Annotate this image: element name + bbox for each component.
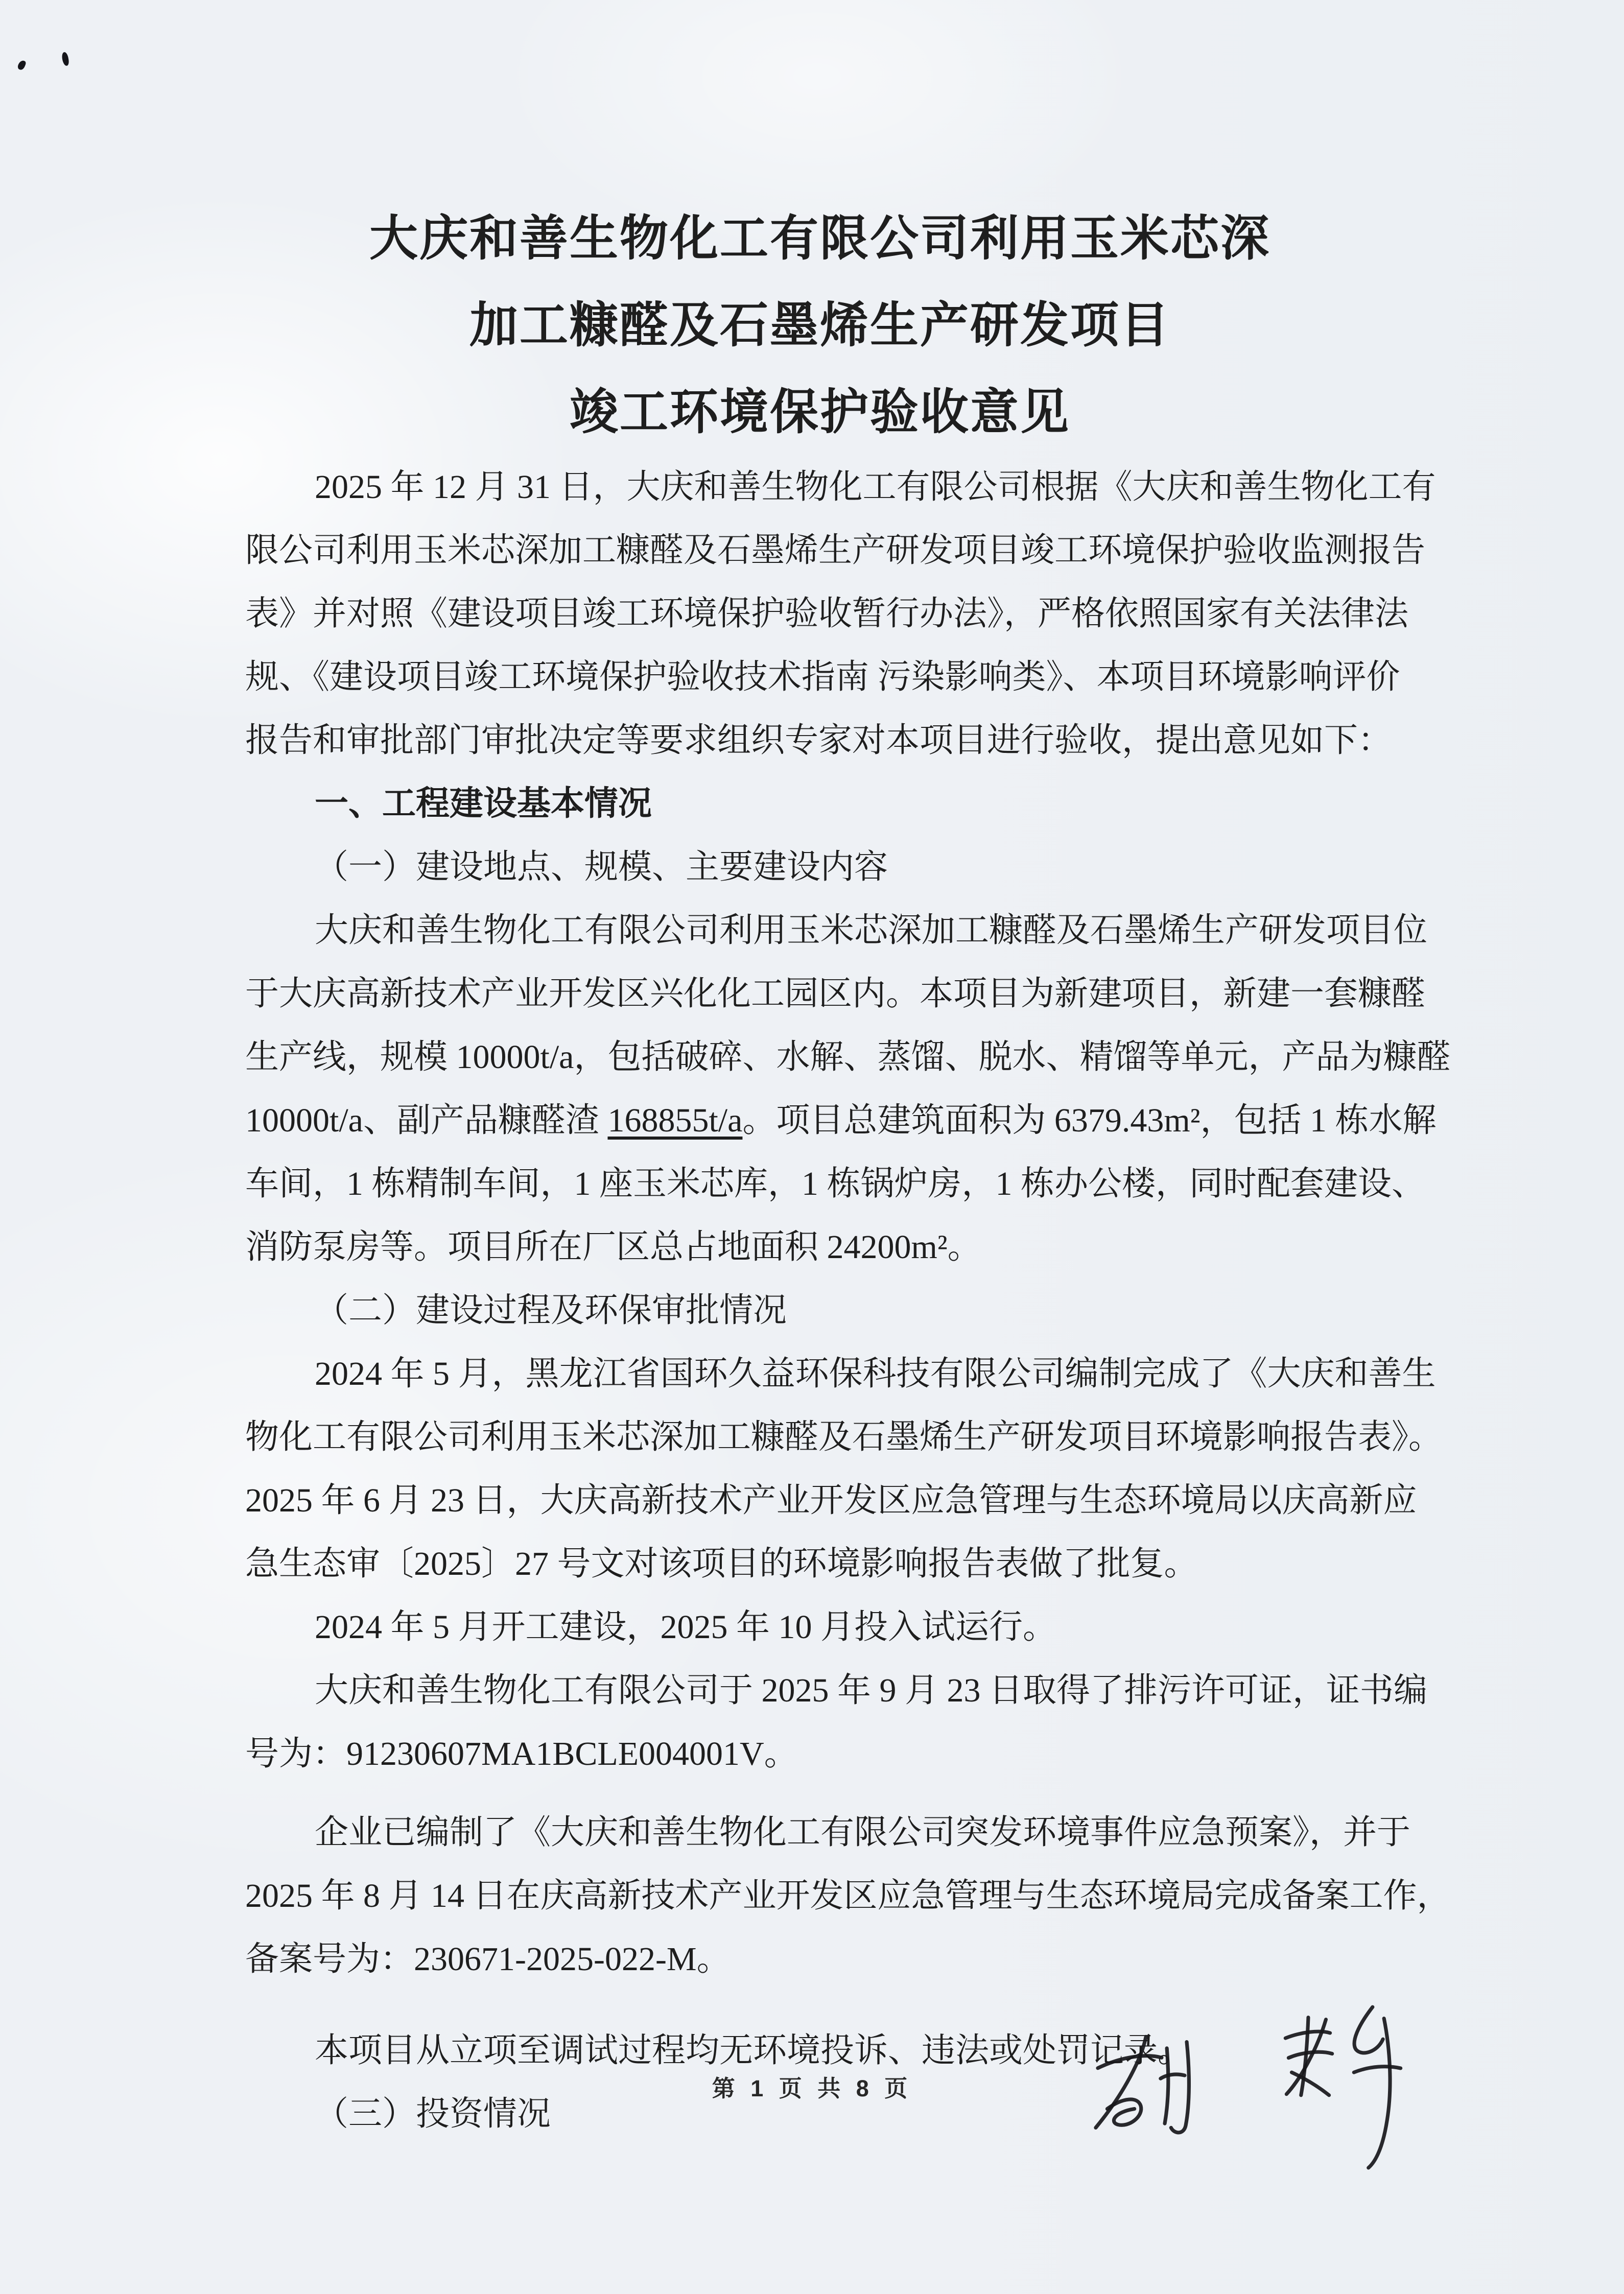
text-line: 本项目从立项至调试过程均无环境投诉、违法或处罚记录。 xyxy=(315,2032,1191,2069)
document-body xyxy=(0,456,1624,2146)
section-heading-project-overview: 一、工程建设基本情况 xyxy=(315,785,652,822)
text-line: 生产线，规模 10000t/a，包括破碎、水解、蒸馏、脱水、精馏等单元，产品为糠醛 xyxy=(245,1038,1451,1076)
text-line: 表》并对照《建设项目竣工环境保护验收暂行办法》，严格依照国家有关法律法 xyxy=(245,595,1408,632)
text-line: 2025 年 6 月 23 日，大庆高新技术产业开发区应急管理与生态环境局以庆高新应 xyxy=(245,1482,1417,1519)
text-line: 大庆和善生物化工有限公司于 2025 年 9 月 23 日取得了排污许可证，证书编 xyxy=(315,1672,1427,1709)
paragraph-eia-approval xyxy=(245,1342,1442,1596)
subsection-heading-investment: （三）投资情况 xyxy=(315,2095,551,2133)
paragraph-pollutant-permit xyxy=(245,1659,1427,1786)
underlined-value: 168855t/a xyxy=(607,1102,743,1139)
text-segment: 10000t/a、副产品糠醛渣 xyxy=(245,1102,608,1139)
text-line: 限公司利用玉米芯深加工糠醛及石墨烯生产研发项目竣工环境保护验收监测报告 xyxy=(245,532,1425,569)
document-title-line-1: 大庆和善生物化工有限公司利用玉米芯深 xyxy=(369,211,1270,266)
text-line xyxy=(245,1089,1437,1152)
text-line: 规、《建设项目竣工环境保护验收技术指南 污染影响类》、本项目环境影响评价 xyxy=(245,658,1400,696)
document-title-line-3: 竣工环境保护验收意见 xyxy=(569,385,1070,439)
text-line: 物化工有限公司利用玉米芯深加工糠醛及石墨烯生产研发项目环境影响报告表》。 xyxy=(245,1418,1442,1456)
handwritten-signature-2 xyxy=(1275,2000,1413,2171)
text-line: 2025 年 12 月 31 日，大庆和善生物化工有限公司根据《大庆和善生物化工有 xyxy=(315,468,1436,506)
text-line: 号为：91230607MA1BCLE004001V。 xyxy=(245,1735,798,1772)
text-segment: 。项目总建筑面积为 6379.43m²，包括 1 栋水解 xyxy=(742,1102,1437,1139)
text-line: 报告和审批部门审批决定等要求组织专家对本项目进行验收，提出意见如下： xyxy=(245,722,1392,759)
subsection-heading-location-scale: （一）建设地点、规模、主要建设内容 xyxy=(315,848,888,886)
text-line: 消防泵房等。项目所在厂区总占地面积 24200m²。 xyxy=(245,1228,981,1266)
document-title xyxy=(0,0,1624,456)
text-line: 大庆和善生物化工有限公司利用玉米芯深加工糠醛及石墨烯生产研发项目位 xyxy=(315,912,1427,949)
text-line: 2024 年 5 月，黑龙江省国环久益环保科技有限公司编制完成了《大庆和善生 xyxy=(315,1355,1436,1392)
document-title-line-2: 加工糠醛及石墨烯生产研发项目 xyxy=(469,298,1170,352)
text-line: 2025 年 8 月 14 日在庆高新技术产业开发区应急管理与生态环境局完成备案工作， xyxy=(245,1877,1451,1914)
text-line: 车间，1 栋精制车间，1 座玉米芯库，1 栋锅炉房，1 栋办公楼，同时配套建设、 xyxy=(245,1165,1425,1202)
handwritten-signature-1 xyxy=(1083,2030,1201,2140)
subsection-heading-approval-process: （二）建设过程及环保审批情况 xyxy=(315,1292,787,1329)
text-line: 于大庆高新技术产业开发区兴化化工园区内。本项目为新建项目，新建一套糠醛 xyxy=(245,975,1425,1012)
paragraph-intro xyxy=(245,456,1436,772)
page-number: 第 1 页 共 8 页 xyxy=(712,2075,912,2101)
paragraph-emergency-plan xyxy=(245,1801,1451,1991)
text-line: 企业已编制了《大庆和善生物化工有限公司突发环境事件应急预案》，并于 xyxy=(315,1814,1410,1851)
text-line: 备案号为：230671-2025-022-M。 xyxy=(245,1941,731,1978)
text-line: 2024 年 5 月开工建设，2025 年 10 月投入试运行。 xyxy=(315,1609,1056,1646)
paragraph-construction-dates xyxy=(245,1596,1395,1659)
text-line: 急生态审〔2025〕27 号文对该项目的环境影响报告表做了批复。 xyxy=(245,1545,1198,1582)
paragraph-construction-content xyxy=(245,899,1451,1279)
